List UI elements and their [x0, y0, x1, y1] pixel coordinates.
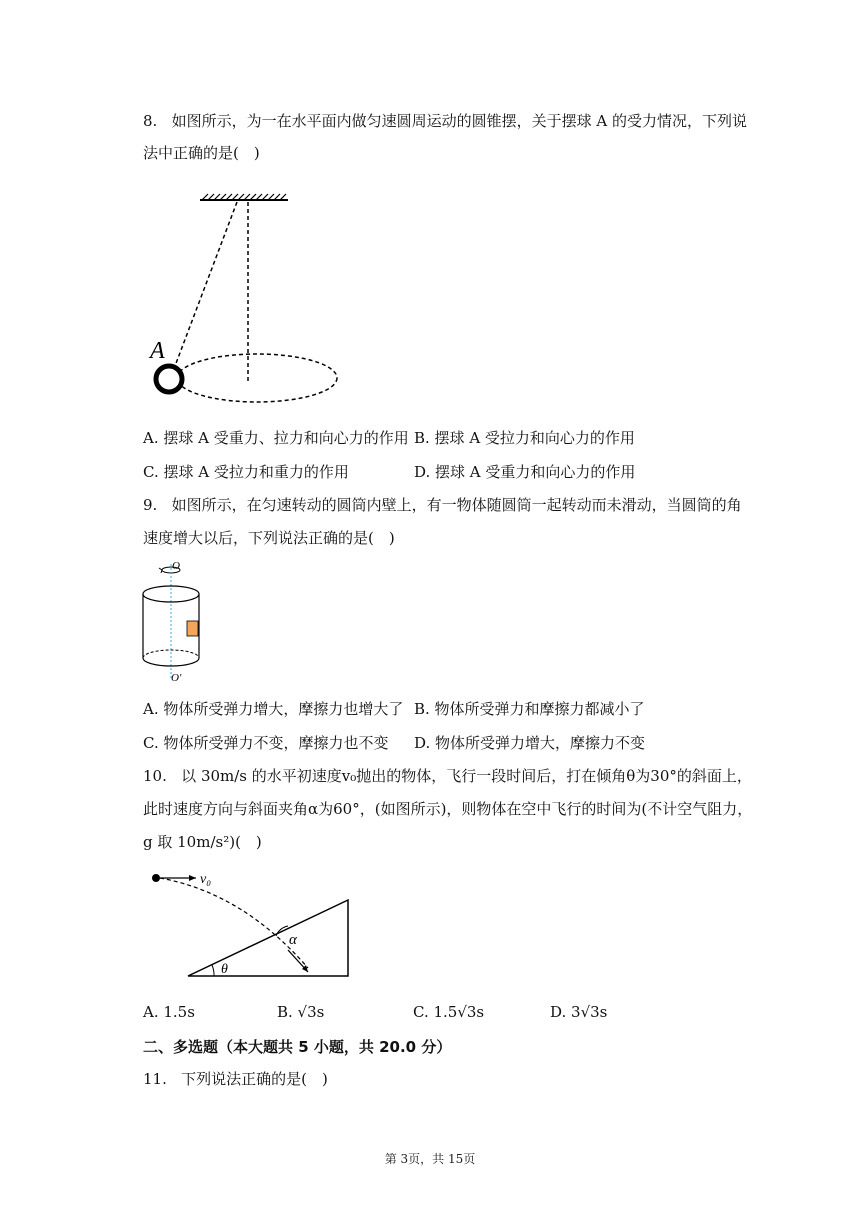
q9-stem-line2: 速度增大以后，下列说法正确的是( )	[143, 529, 395, 547]
q8-stem-line1: 如图所示，为一在水平面内做匀速圆周运动的圆锥摆，关于摆球 A 的受力情况，下列说	[171, 112, 747, 130]
page-footer: 第 3页，共 15页	[384, 1152, 476, 1166]
q9-figure-label-o-prime: O′	[171, 672, 182, 684]
q9-figure-label-o: O	[172, 560, 180, 572]
q9-stem-line1: 如图所示，在匀速转动的圆筒内壁上，有一物体随圆筒一起转动而未滑动，当圆筒的角	[171, 496, 742, 514]
q9-option-c: C. 物体所受弹力不变，摩擦力也不变	[143, 734, 389, 752]
q8-option-a: A. 摆球 A 受重力、拉力和向心力的作用	[143, 429, 409, 447]
q8-option-c: C. 摆球 A 受拉力和重力的作用	[143, 463, 349, 481]
q10-option-c: C. 1.5√3s	[413, 1003, 485, 1021]
q11-number: 11.	[143, 1070, 167, 1088]
q8-option-b: B. 摆球 A 受拉力和向心力的作用	[414, 429, 635, 447]
q10-figure-label-v0: v₀	[200, 872, 212, 887]
q10-option-a: A. 1.5s	[143, 1003, 195, 1021]
q8-figure-label-a: A	[150, 338, 165, 364]
q10-incline-projectile-figure	[148, 868, 358, 983]
q8-conical-pendulum-figure	[140, 188, 360, 413]
q8-number: 8.	[143, 112, 158, 130]
q10-stem-line1: 以 30m/s 的水平初速度v₀抛出的物体，飞行一段时间后，打在倾角θ为30°的斜面上，	[181, 767, 752, 785]
q10-number: 10.	[143, 767, 167, 785]
q10-line1	[143, 760, 752, 792]
q9-number: 9.	[143, 496, 158, 514]
q10-option-b: B. √3s	[277, 1003, 325, 1021]
q10-figure-label-theta: θ	[221, 962, 228, 977]
q10-stem-line2: 此时速度方向与斜面夹角α为60°，(如图所示)，则物体在空中飞行的时间为(不计空气阻力，	[143, 800, 753, 818]
q9-option-a: A. 物体所受弹力增大，摩擦力也增大了	[143, 700, 404, 718]
q9-line1	[143, 489, 742, 521]
q10-stem-line3: g 取 10m/s²)( )	[143, 833, 262, 851]
section-heading-multiple-choice: 二、多选题（本大题共 5 小题，共 20.0 分）	[143, 1038, 452, 1056]
q10-option-d: D. 3√3s	[550, 1003, 608, 1021]
q9-option-b: B. 物体所受弹力和摩擦力都减小了	[414, 700, 645, 718]
q9-rotating-cylinder-figure	[135, 560, 215, 685]
q8-line1	[143, 105, 747, 137]
q11-stem: 下列说法正确的是( )	[181, 1070, 328, 1088]
q11-line1	[143, 1063, 328, 1095]
q9-option-d: D. 物体所受弹力增大，摩擦力不变	[414, 734, 646, 752]
q8-stem-line2: 法中正确的是( )	[143, 144, 260, 162]
q8-option-d: D. 摆球 A 受重力和向心力的作用	[414, 463, 636, 481]
q10-figure-label-alpha: α	[289, 932, 297, 948]
